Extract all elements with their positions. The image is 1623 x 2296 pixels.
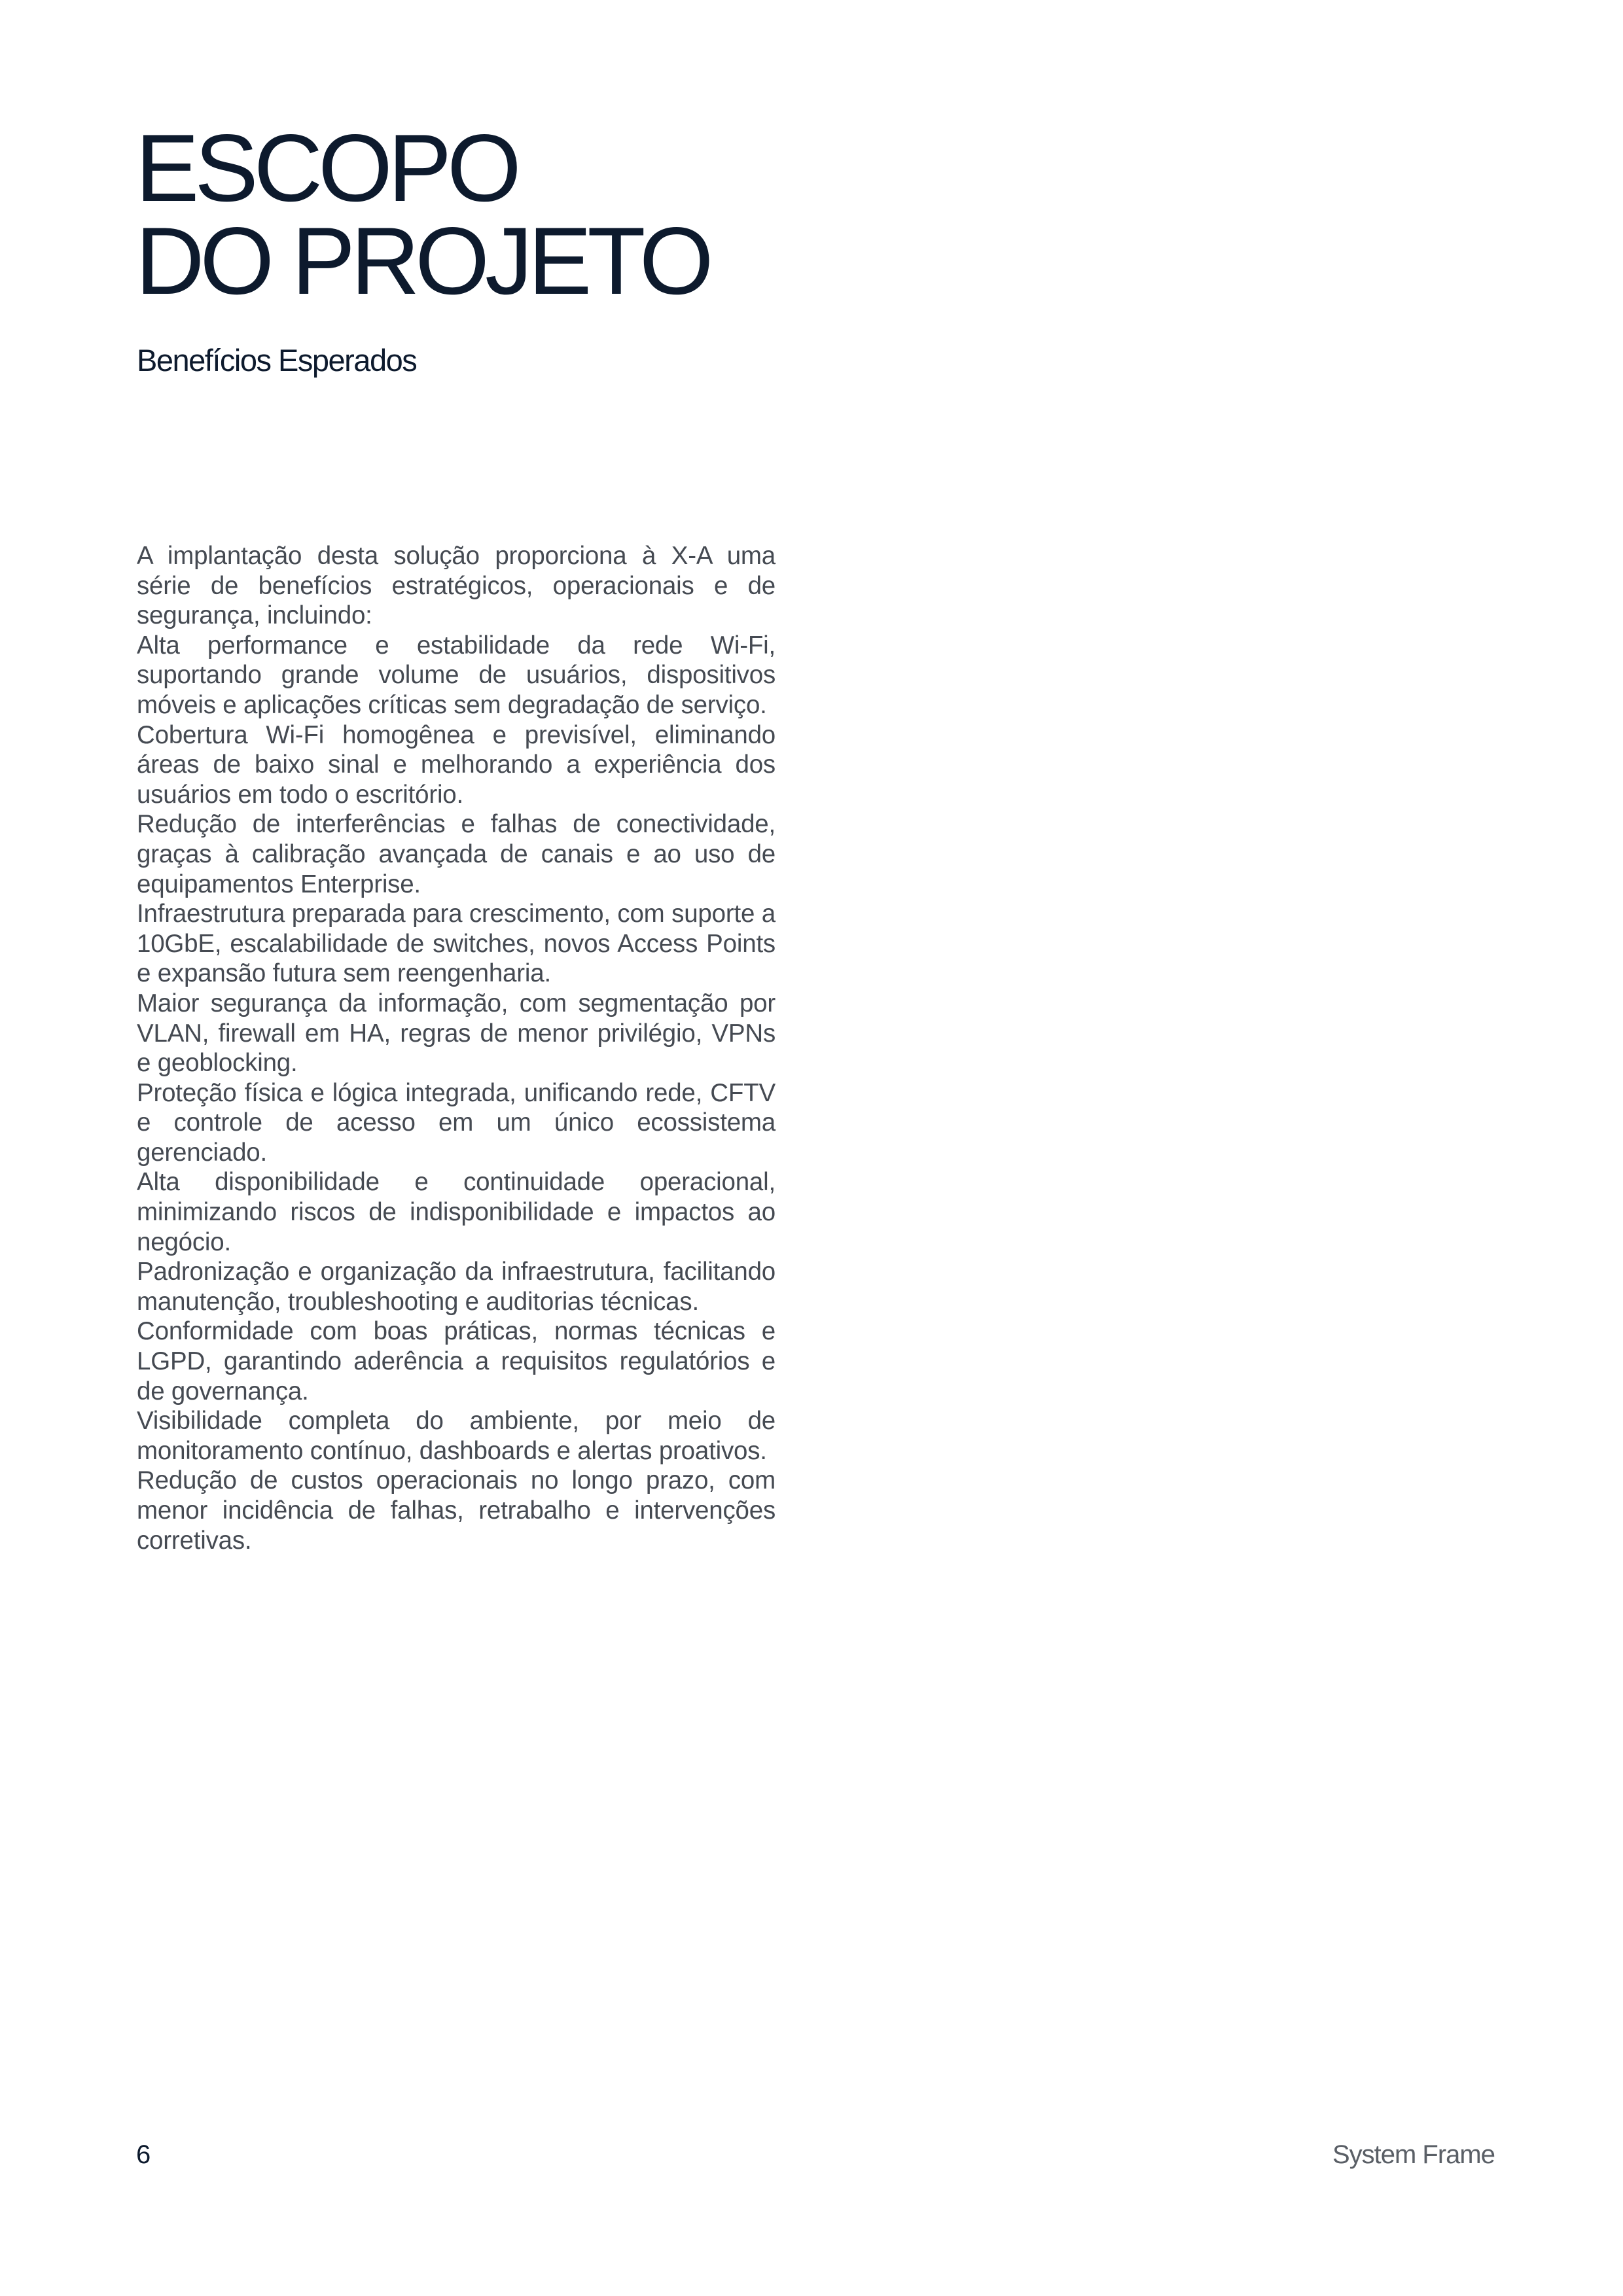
- page-title-line-2: DO PROJETO: [135, 207, 709, 314]
- page-title: [135, 115, 709, 314]
- footer-brand: System Frame: [1332, 2140, 1495, 2169]
- benefit-paragraph: Redução de interferências e falhas de conectividade, graças à calibração avançada de canais e ao uso de equipamentos Enterprise.: [137, 810, 776, 898]
- benefit-paragraph: Padronização e organização da infraestrutura, facilitando manutenção, troubleshooting e auditorias técnicas.: [137, 1258, 776, 1316]
- benefit-paragraph: Maior segurança da informação, com segmentação por VLAN, firewall em HA, regras de menor privilégio, VPNs e geoblocking.: [137, 989, 776, 1078]
- section-subtitle: Benefícios Esperados: [137, 343, 417, 378]
- intro-paragraph: A implantação desta solução proporciona à X-A uma série de benefícios estratégicos, operacionais e de segurança, incluindo:: [137, 542, 776, 630]
- benefit-paragraph: Cobertura Wi-Fi homogênea e previsível, eliminando áreas de baixo sinal e melhorando a experiência dos usuários em todo o escritório.: [137, 720, 776, 809]
- benefit-paragraph: Infraestrutura preparada para crescimento, com suporte a 10GbE, escalabilidade de switches, novos Access Points e expansão futura sem reengenharia.: [137, 900, 776, 988]
- page-number: 6: [136, 2140, 151, 2169]
- benefit-paragraph: Conformidade com boas práticas, normas técnicas e LGPD, garantindo aderência a requisitos regulatórios e de governança.: [137, 1317, 776, 1405]
- body-text-block: [137, 541, 776, 1555]
- benefit-paragraph: Alta disponibilidade e continuidade operacional, minimizando riscos de indisponibilidade e impactos ao negócio.: [137, 1168, 776, 1256]
- benefit-paragraph: Alta performance e estabilidade da rede Wi-Fi, suportando grande volume de usuários, dispositivos móveis e aplicações críticas sem degradação de serviço.: [137, 631, 776, 719]
- benefit-paragraph: Redução de custos operacionais no longo prazo, com menor incidência de falhas, retrabalho e intervenções corretivas.: [137, 1466, 776, 1555]
- page-title-line-1: ESCOPO: [135, 115, 517, 221]
- benefit-paragraph: Proteção física e lógica integrada, unificando rede, CFTV e controle de acesso em um único ecossistema gerenciado.: [137, 1078, 776, 1167]
- benefit-paragraph: Visibilidade completa do ambiente, por meio de monitoramento contínuo, dashboards e alertas proativos.: [137, 1407, 776, 1465]
